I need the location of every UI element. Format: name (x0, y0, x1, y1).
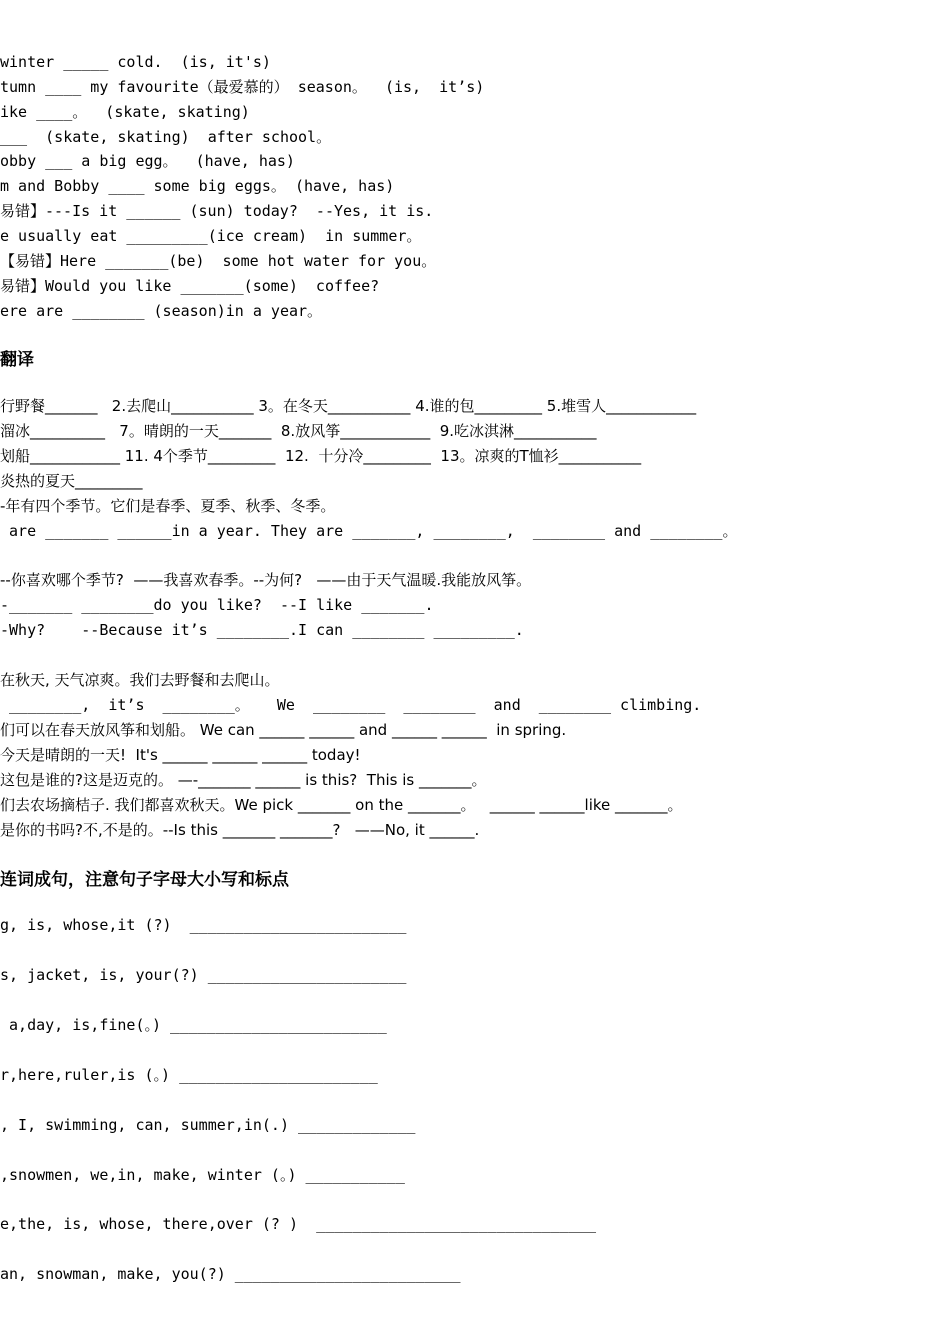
fill-in-line: e usually eat _________(ice cream) in summer。 (0, 227, 422, 245)
section-heading-reorder: 连词成句，注意句子字母大小写和标点 (0, 870, 289, 890)
fill-in-line: 易错】---Is it ______ (sun) today? --Yes, it is. (0, 202, 434, 220)
reorder-line: r,here,ruler,is (。) ______________________ (0, 1066, 378, 1084)
translation-line: 们去农场摘桔子. 我们都喜欢秋天。We pick _______ on the _______。 ______ ______like _______。 (0, 796, 683, 814)
reorder-line: a,day, is,fine(。) ________________________ (0, 1016, 387, 1034)
translation-line: -_______ ________do you like? --I like _______. (0, 596, 434, 614)
translation-line: 在秋天, 天气凉爽。我们去野餐和去爬山。 (0, 671, 280, 689)
fill-in-line: winter _____ cold. (is, it's) (0, 53, 271, 71)
translation-line: 是你的书吗?不,不是的。--Is this _______ _______? ——No, it ______. (0, 821, 480, 839)
translation-line: are _______ ______in a year. They are _______, ________, ________ and ________。 (0, 522, 738, 540)
reorder-line: g, is, whose,it (?) ________________________ (0, 916, 407, 934)
reorder-line: s, jacket, is, your(?) ______________________ (0, 966, 407, 984)
reorder-line: ,snowmen, we,in, make, winter (。) ___________ (0, 1166, 405, 1184)
translation-line: -Why? --Because it’s ________.I can ________ _________. (0, 621, 524, 639)
reorder-line: an, snowman, make, you(?) _________________________ (0, 1265, 461, 1283)
fill-in-line: ere are ________ (season)in a year。 (0, 302, 323, 320)
translation-line: 炎热的夏天_________ (0, 472, 143, 490)
translation-line: 溜冰__________ 7。晴朗的一天_______ 8.放风筝____________ 9.吃冰淇淋___________ (0, 422, 597, 440)
translation-line: --你喜欢哪个季节? ——我喜欢春季。--为何? ——由于天气温暖.我能放风筝。 (0, 571, 532, 589)
fill-in-line: tumn ____ my favourite（最爱慕的） season。 (is, it’s) (0, 78, 485, 96)
translation-line: -年有四个季节。它们是春季、夏季、秋季、冬季。 (0, 497, 336, 515)
section-heading-translation: 翻译 (0, 350, 34, 370)
reorder-line: , I, swimming, can, summer,in(.) _____________ (0, 1116, 416, 1134)
translation-line: 行野餐_______ 2.去爬山___________ 3。在冬天___________ 4.谁的包_________ 5.堆雪人____________ (0, 397, 697, 415)
translation-line: ________, it’s ________。 We ________ ________ and ________ climbing. (0, 696, 702, 714)
translation-line: 这包是谁的?这是迈克的。 —-_______ ______ is this? This is _______。 (0, 771, 487, 789)
translation-line: 今天是晴朗的一天! It's ______ ______ ______ today! (0, 746, 361, 764)
fill-in-line: 【易错】Here _______(be) some hot water for you。 (0, 252, 437, 270)
translation-line: 们可以在春天放风筝和划船。 We can ______ ______ and ______ ______ in spring. (0, 721, 567, 739)
fill-in-line: m and Bobby ____ some big eggs。 (have, has) (0, 177, 395, 195)
fill-in-line: 易错】Would you like _______(some) coffee? (0, 277, 380, 295)
translation-line: 划船____________ 11. 4个季节_________ 12. 十分冷_________ 13。凉爽的T恤衫___________ (0, 447, 642, 465)
fill-in-line: ___ (skate, skating) after school。 (0, 128, 332, 146)
fill-in-line: obby ___ a big egg。 (have, has) (0, 152, 295, 170)
fill-in-line: ike ____。 (skate, skating) (0, 103, 250, 121)
reorder-line: e,the, is, whose, there,over (? ) _______________________________ (0, 1215, 597, 1233)
